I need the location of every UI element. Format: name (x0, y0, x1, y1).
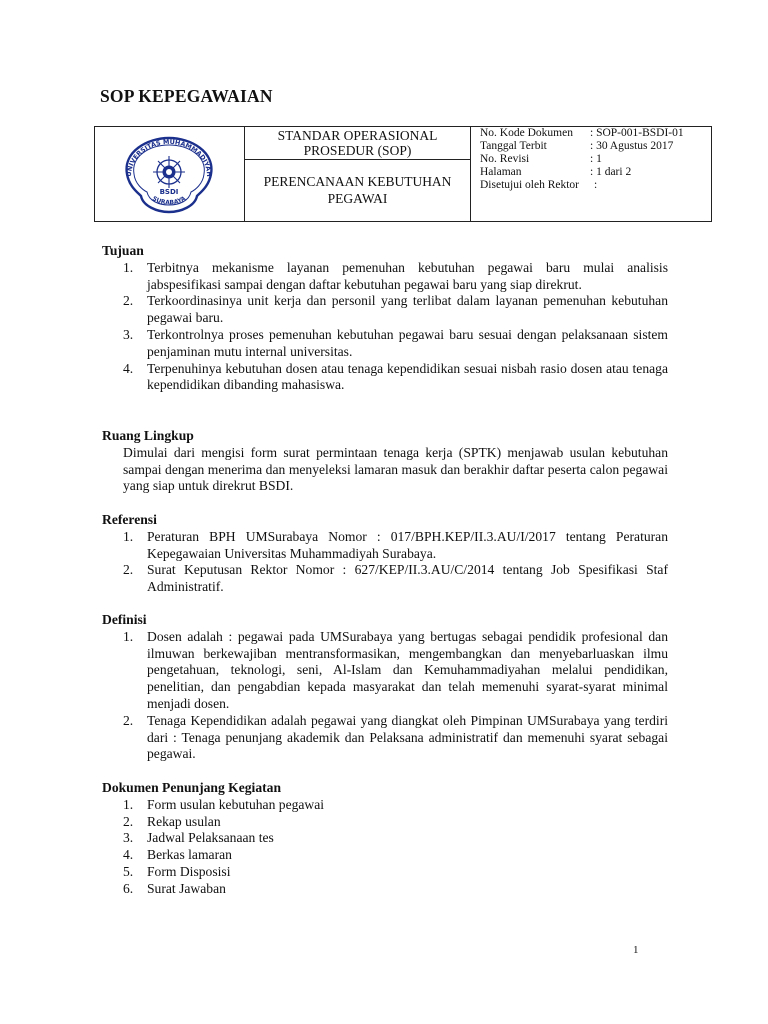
meta-value: : 1 (590, 153, 602, 165)
list-item: 2. Rekap usulan (123, 813, 221, 829)
sop-subject-box (245, 173, 470, 207)
section-tujuan (102, 243, 668, 394)
list-item: 1. Form usulan kebutuhan pegawai (123, 796, 325, 812)
section-heading: Ruang Lingkup (102, 428, 194, 443)
section-heading: Tujuan (102, 243, 144, 258)
referensi-list (102, 529, 668, 596)
sop-type-line1: STANDAR OPERASIONAL (277, 128, 438, 143)
tujuan-list (102, 260, 668, 394)
list-item: 3. Jadwal Pelaksanaan tes (123, 830, 274, 846)
document-title: SOP KEPEGAWAIAN (100, 86, 273, 106)
sop-subject-line2: PEGAWAI (327, 191, 388, 206)
section-heading: Referensi (102, 512, 157, 527)
section-definisi (102, 612, 668, 763)
list-item: 4. Terpenuhinya kebutuhan dosen atau tenaga kependidikan sesuai nisbah rasio dosen atau tenaga kependidikan dibanding mahasiswa. (123, 360, 668, 393)
meta-value: : (594, 179, 598, 191)
meta-label: No. Revisi (480, 153, 530, 165)
university-seal-icon (117, 134, 221, 214)
logo-cell (95, 127, 245, 221)
meta-row (480, 140, 710, 153)
meta-label: Halaman (480, 166, 522, 178)
meta-row (480, 153, 710, 166)
meta-value: : 1 dari 2 (590, 166, 632, 178)
list-item: 6. Surat Jawaban (123, 880, 226, 896)
definisi-list (102, 629, 668, 763)
section-ruang-lingkup (102, 428, 668, 495)
sop-header-table (94, 126, 712, 222)
sop-type-line2: PROSEDUR (SOP) (303, 143, 412, 158)
meta-label: No. Kode Dokumen (480, 127, 573, 139)
list-item: 4. Berkas lamaran (123, 847, 232, 863)
sop-subject-line1: PERENCANAAN KEBUTUHAN (263, 174, 452, 189)
logo-center-text: BSDI (159, 188, 179, 196)
logo-city-text: SURABAYA (151, 195, 187, 207)
document-meta (480, 127, 710, 192)
list-item: 1. Peraturan BPH UMSurabaya Nomor : 017/BPH.KEP/II.3.AU/I/2017 tentang Peraturan Kepegawaian Universitas Muhammadiyah Surabaya. (123, 528, 668, 561)
list-item: 3. Terkontrolnya proses pemenuhan kebutuhan pegawai baru sesuai dengan pelaksanaan sistem penjaminan mutu internal universitas. (123, 326, 668, 359)
logo-arc-text: UNIVERSITAS MUHAMMADIYAH (124, 137, 214, 177)
meta-row (480, 127, 710, 140)
meta-label: Disetujui oleh Rektor (480, 179, 580, 191)
dokumen-list (102, 797, 668, 898)
section-referensi (102, 512, 668, 596)
section-dokumen-penunjang (102, 780, 668, 898)
section-heading: Dokumen Penunjang Kegiatan (102, 780, 282, 795)
ruang-lingkup-text: Dimulai dari mengisi form surat permintaan tenaga kerja (SPTK) menjawab usulan kebutuhan sampai dengan menerima dan menyeleksi lamaran masuk dan berakhir daftar peserta calon pegawai yang siap untuk direkrut BSDI. (123, 444, 668, 494)
list-item: 1. Terbitnya mekanisme layanan pemenuhan kebutuhan pegawai baru mulai analisis jabspesifikasi sampai dengan daftar kebutuhan pegawai baru yang siap direkrut. (123, 259, 668, 292)
list-item: 2. Tenaga Kependidikan adalah pegawai yang diangkat oleh Pimpinan UMSurabaya yang terdiri dari : Tenaga penunjang akademik dan Pelaksana administratif dan memenuhi syarat sebagai pegawai. (123, 712, 668, 762)
sop-type-box (245, 127, 470, 160)
meta-value: : SOP-001-BSDI-01 (590, 127, 684, 139)
meta-label: Tanggal Terbit (480, 140, 547, 152)
list-item: 1. Dosen adalah : pegawai pada UMSurabaya yang bertugas sebagai pendidik profesional dan ilmuwan berkewajiban mentransformasikan, mengembangkan dan menyebarluaskan ilmu pengetahuan, teknologi, seni, Al-Islam dan Kemuhammadiyahan melalui pendidikan, penelitian, dan pengabdian kepada masyarakat dan telah memenuhi syarat-syarat minimal menjadi dosen. (123, 628, 668, 711)
section-heading: Definisi (102, 612, 147, 627)
list-item: 2. Terkoordinasinya unit kerja dan personil yang terlibat dalam layanan pemenuhan kebutuhan pegawai baru. (123, 293, 668, 326)
list-item: 2. Surat Keputusan Rektor Nomor : 627/KEP/II.3.AU/C/2014 tentang Job Spesifikasi Staf Administratif. (123, 562, 668, 595)
page-number: 1 (633, 944, 639, 956)
meta-row (480, 179, 710, 192)
list-item: 5. Form Disposisi (123, 863, 231, 879)
sop-title-cell (245, 127, 471, 221)
meta-value: : 30 Agustus 2017 (590, 140, 674, 152)
meta-row (480, 166, 710, 179)
